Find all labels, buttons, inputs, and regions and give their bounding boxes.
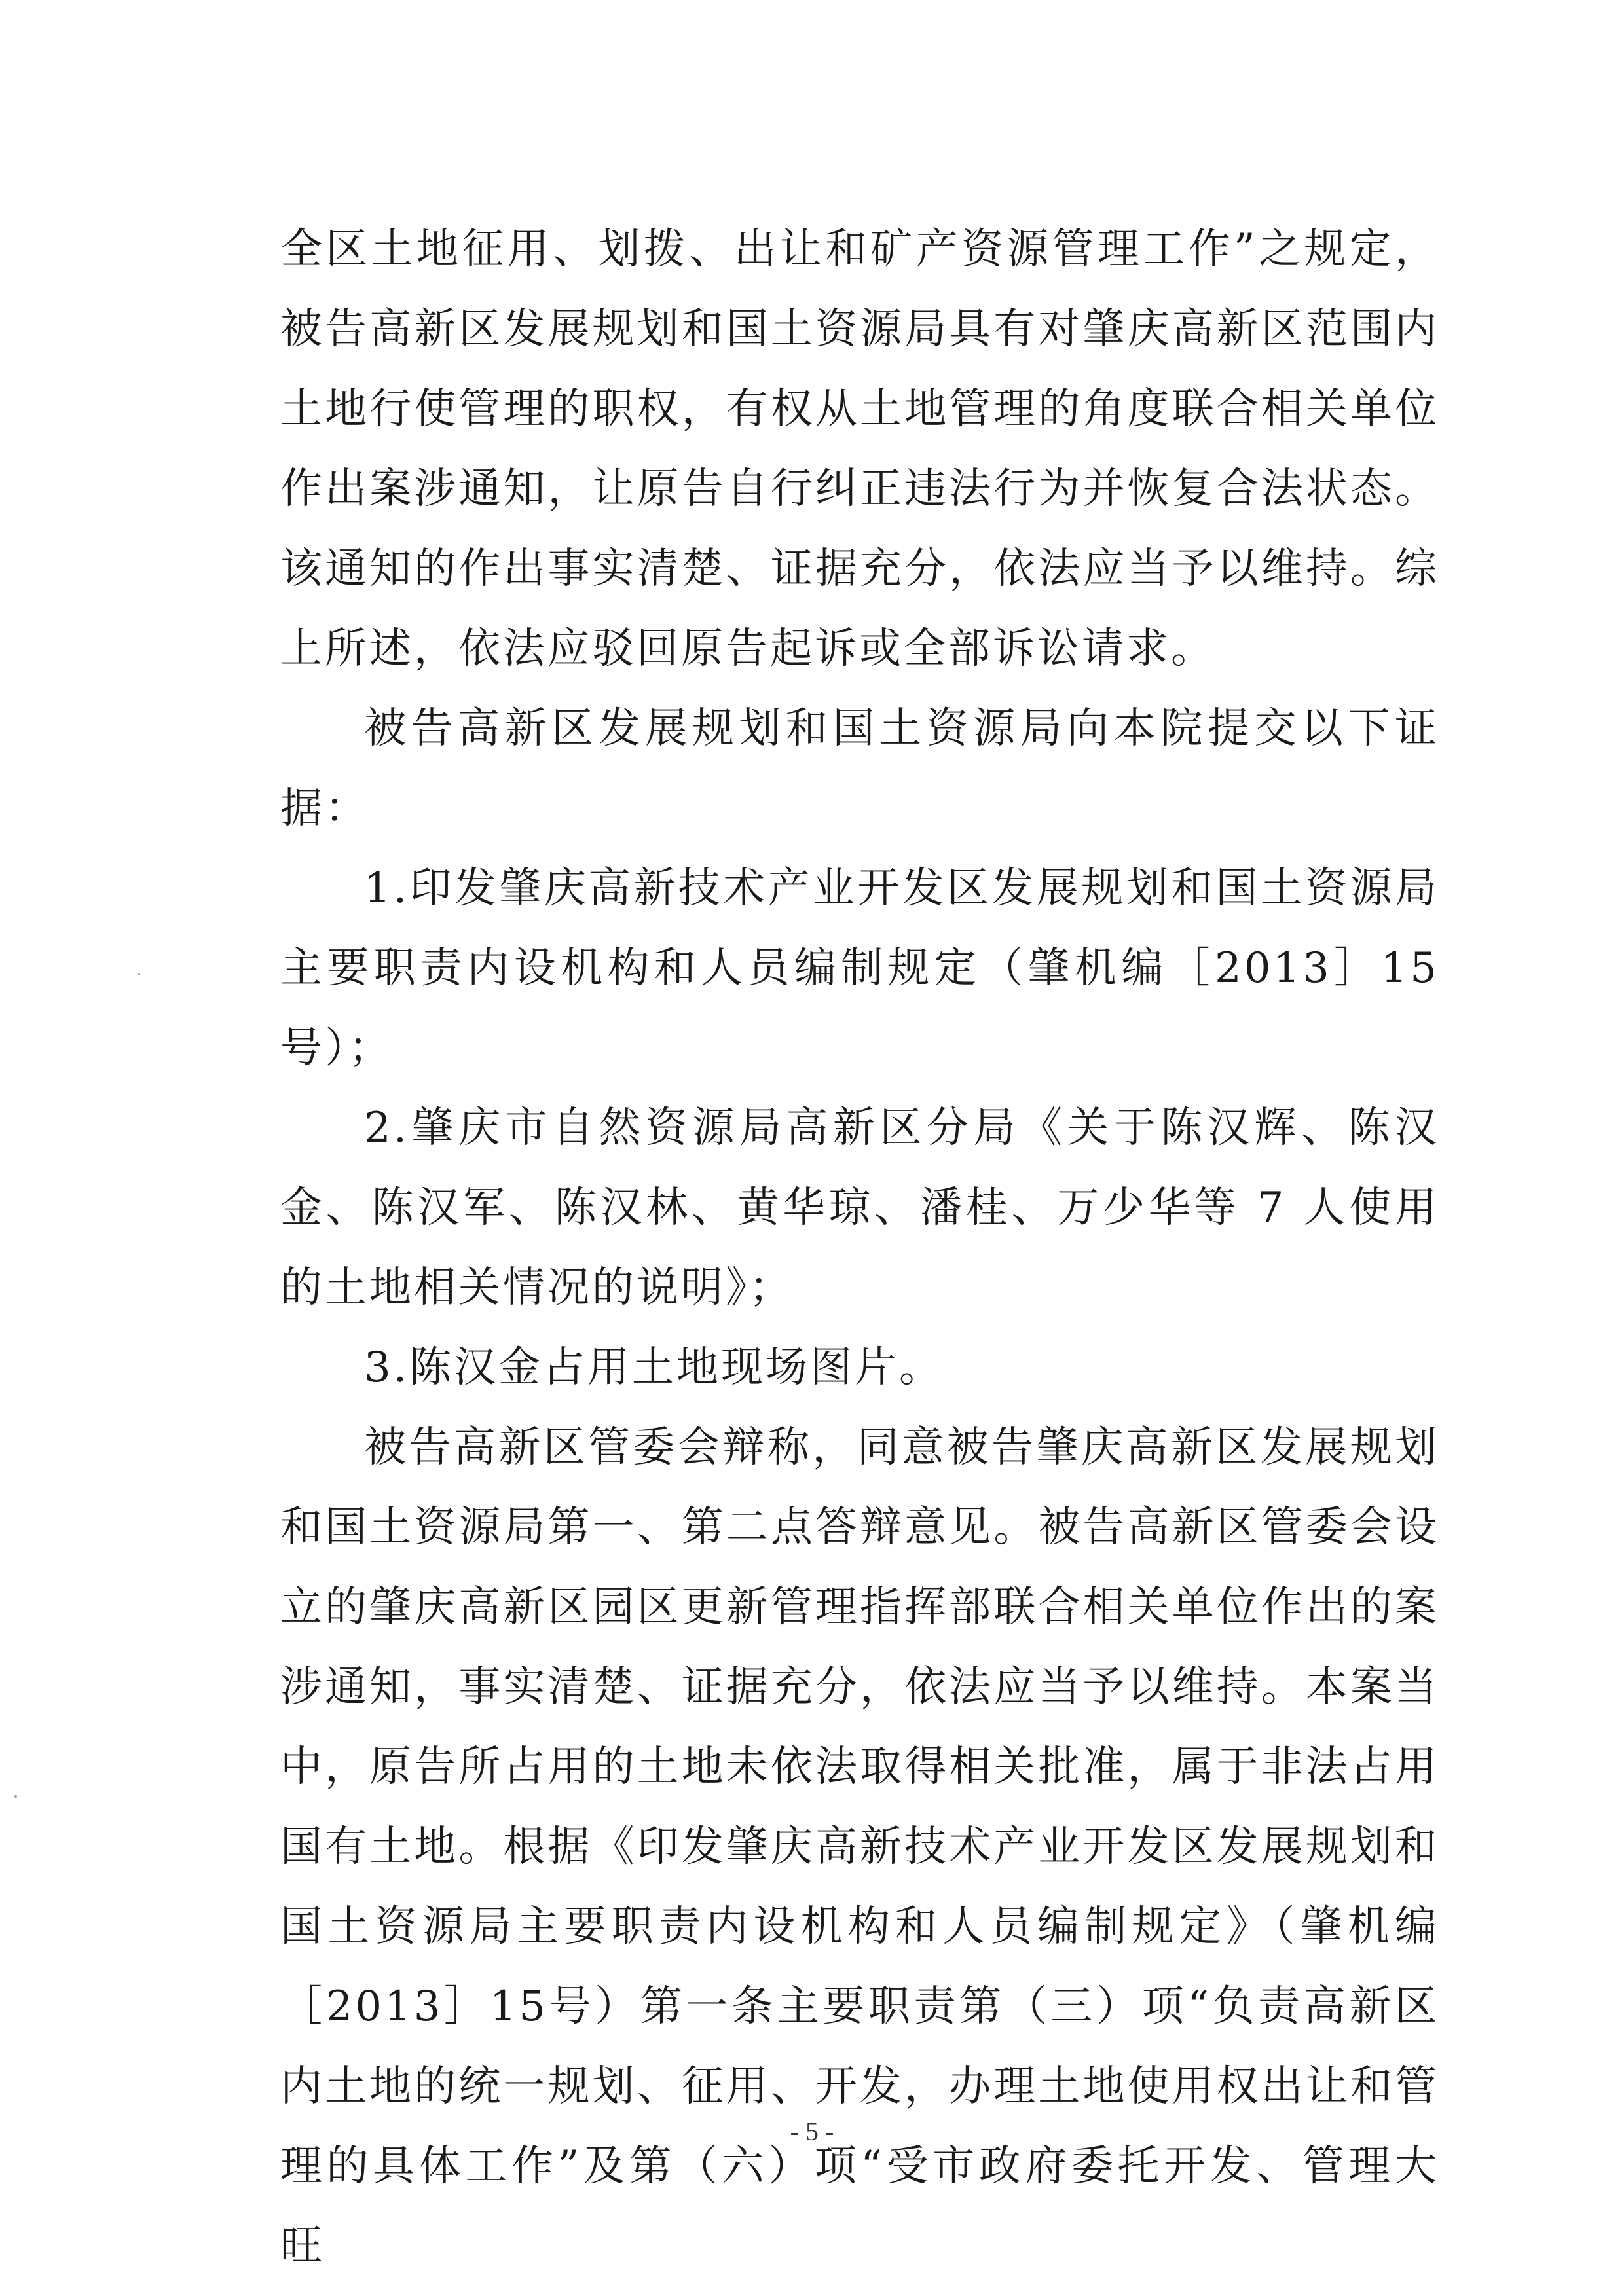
scan-speck	[138, 973, 140, 975]
paragraph-evidence-item-1: 1.印发肇庆高新技术产业开发区发展规划和国土资源局主要职责内设机构和人员编制规定（肇机编［2013］15号）；	[280, 864, 1439, 1072]
paragraph-reply-conclusion: 全区土地征用、划拨、出让和矿产资源管理工作”之规定，被告高新区发展规划和国土资源局具有对肇庆高新区范围内土地行使管理的职权，有权从土地管理的角度联合相关单位作出案涉通知，让原告自行纠正违法行为并恢复合法状态。该通知的作出事实清楚、证据充分，依法应当予以维持。综上所述，依法应驳回原告起诉或全部诉讼请求。	[280, 225, 1439, 673]
paragraph-evidence-item-2: 2.肇庆市自然资源局高新区分局《关于陈汉辉、陈汉金、陈汉军、陈汉林、黄华琼、潘桂、万少华等 7 人使用的土地相关情况的说明》；	[280, 1104, 1439, 1312]
paragraph-evidence-intro: 被告高新区发展规划和国土资源局向本院提交以下证据：	[280, 704, 1439, 833]
scan-speck	[14, 1795, 17, 1798]
document-body	[280, 210, 1439, 2286]
page-number: - 5 -	[790, 2117, 834, 2146]
paragraph-evidence-item-3: 3.陈汉金占用土地现场图片。	[364, 1343, 944, 1392]
paragraph-committee-defense: 被告高新区管委会辩称，同意被告肇庆高新区发展规划和国土资源局第一、第二点答辩意见。被告高新区管委会设立的肇庆高新区园区更新管理指挥部联合相关单位作出的案涉通知，事实清楚、证据充分，依法应当予以维持。本案当中，原告所占用的土地未依法取得相关批准，属于非法占用国有土地。根据《印发肇庆高新技术产业开发区发展规划和国土资源局主要职责内设机构和人员编制规定》（肇机编［2013］15号）第一条主要职责第（三）项“负责高新区内土地的统一规划、征用、开发，办理土地使用权出让和管理的具体工作”及第（六）项“受市政府委托开发、管理大旺	[280, 1423, 1439, 2270]
